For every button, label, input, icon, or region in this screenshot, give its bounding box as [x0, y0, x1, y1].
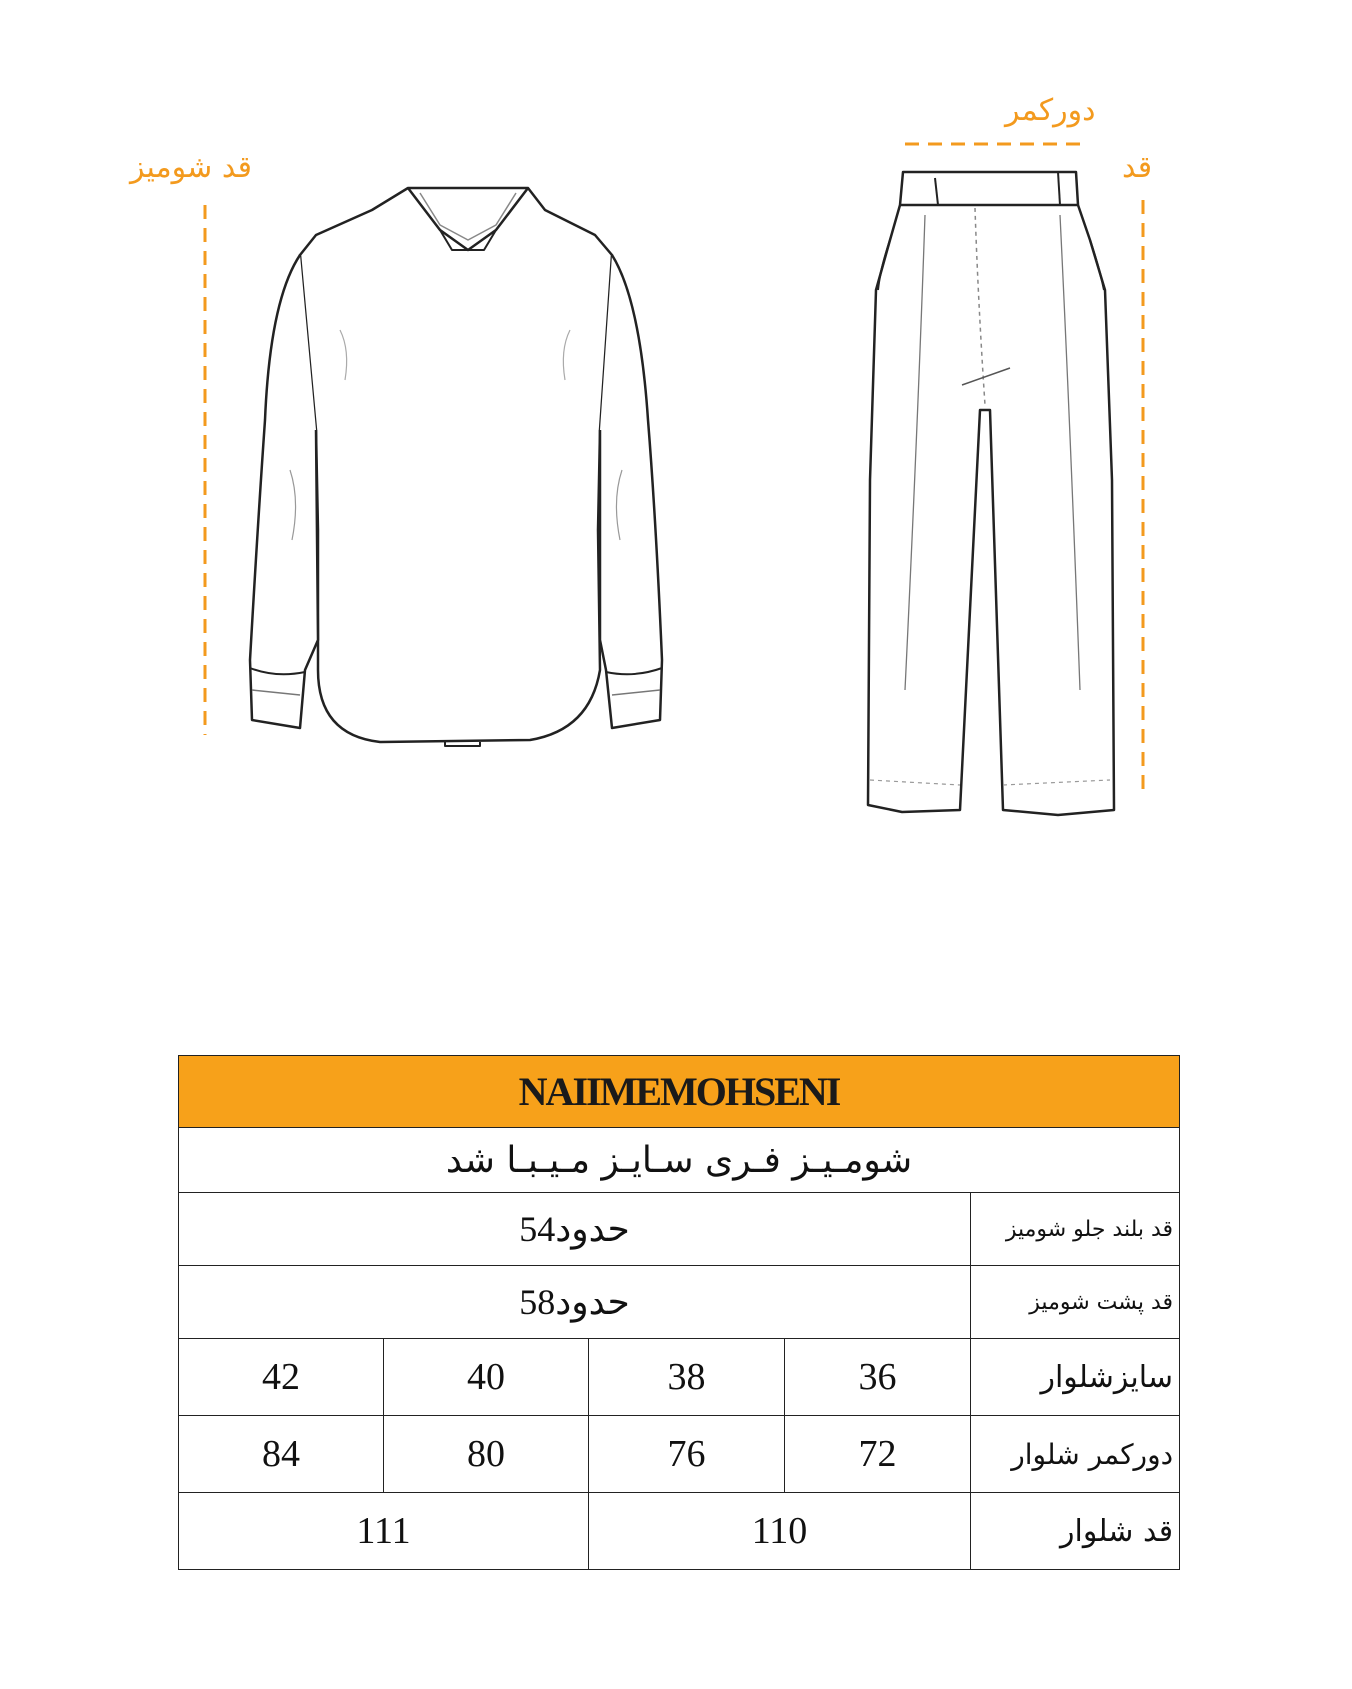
pants-length-row	[179, 1493, 1180, 1570]
pants-length-label: قد	[1122, 150, 1153, 185]
pants-size-38: 38	[589, 1339, 785, 1416]
pants-length-110: 110	[589, 1493, 971, 1570]
brand-cell	[179, 1056, 1180, 1128]
waist-84: 84	[179, 1416, 384, 1493]
shirt-length-label: قد شومیز	[130, 150, 252, 185]
pants-size-label: سایزشلوار	[971, 1339, 1180, 1416]
free-size-note: شومـیـز فـری سـایـز مـیـبـا شد	[179, 1128, 1180, 1193]
brand-row	[179, 1056, 1180, 1128]
back-length-label: قد پشت شومیز	[971, 1266, 1180, 1339]
pants-size-row	[179, 1339, 1180, 1416]
front-length-row	[179, 1193, 1180, 1266]
free-size-row	[179, 1128, 1180, 1193]
front-length-value: حدود54	[179, 1193, 971, 1266]
front-length-label: قد بلند جلو شومیز	[971, 1193, 1180, 1266]
pants-length-111: 111	[179, 1493, 589, 1570]
waist-row-label: دورکمر شلوار	[971, 1416, 1180, 1493]
waist-72: 72	[785, 1416, 971, 1493]
waist-label: دورکمر	[1005, 93, 1096, 128]
waist-80: 80	[384, 1416, 589, 1493]
shirt-drawing	[250, 188, 662, 746]
size-table	[178, 1055, 1180, 1570]
pants-size-36: 36	[785, 1339, 971, 1416]
pants-size-40: 40	[384, 1339, 589, 1416]
pants-length-row-label: قد شلوار	[971, 1493, 1180, 1570]
waist-76: 76	[589, 1416, 785, 1493]
pants-drawing	[868, 172, 1114, 815]
back-length-value: حدود58	[179, 1266, 971, 1339]
brand-name: NAIIMEMOHSENI	[518, 1069, 840, 1114]
pants-size-42: 42	[179, 1339, 384, 1416]
back-length-row	[179, 1266, 1180, 1339]
waist-row	[179, 1416, 1180, 1493]
